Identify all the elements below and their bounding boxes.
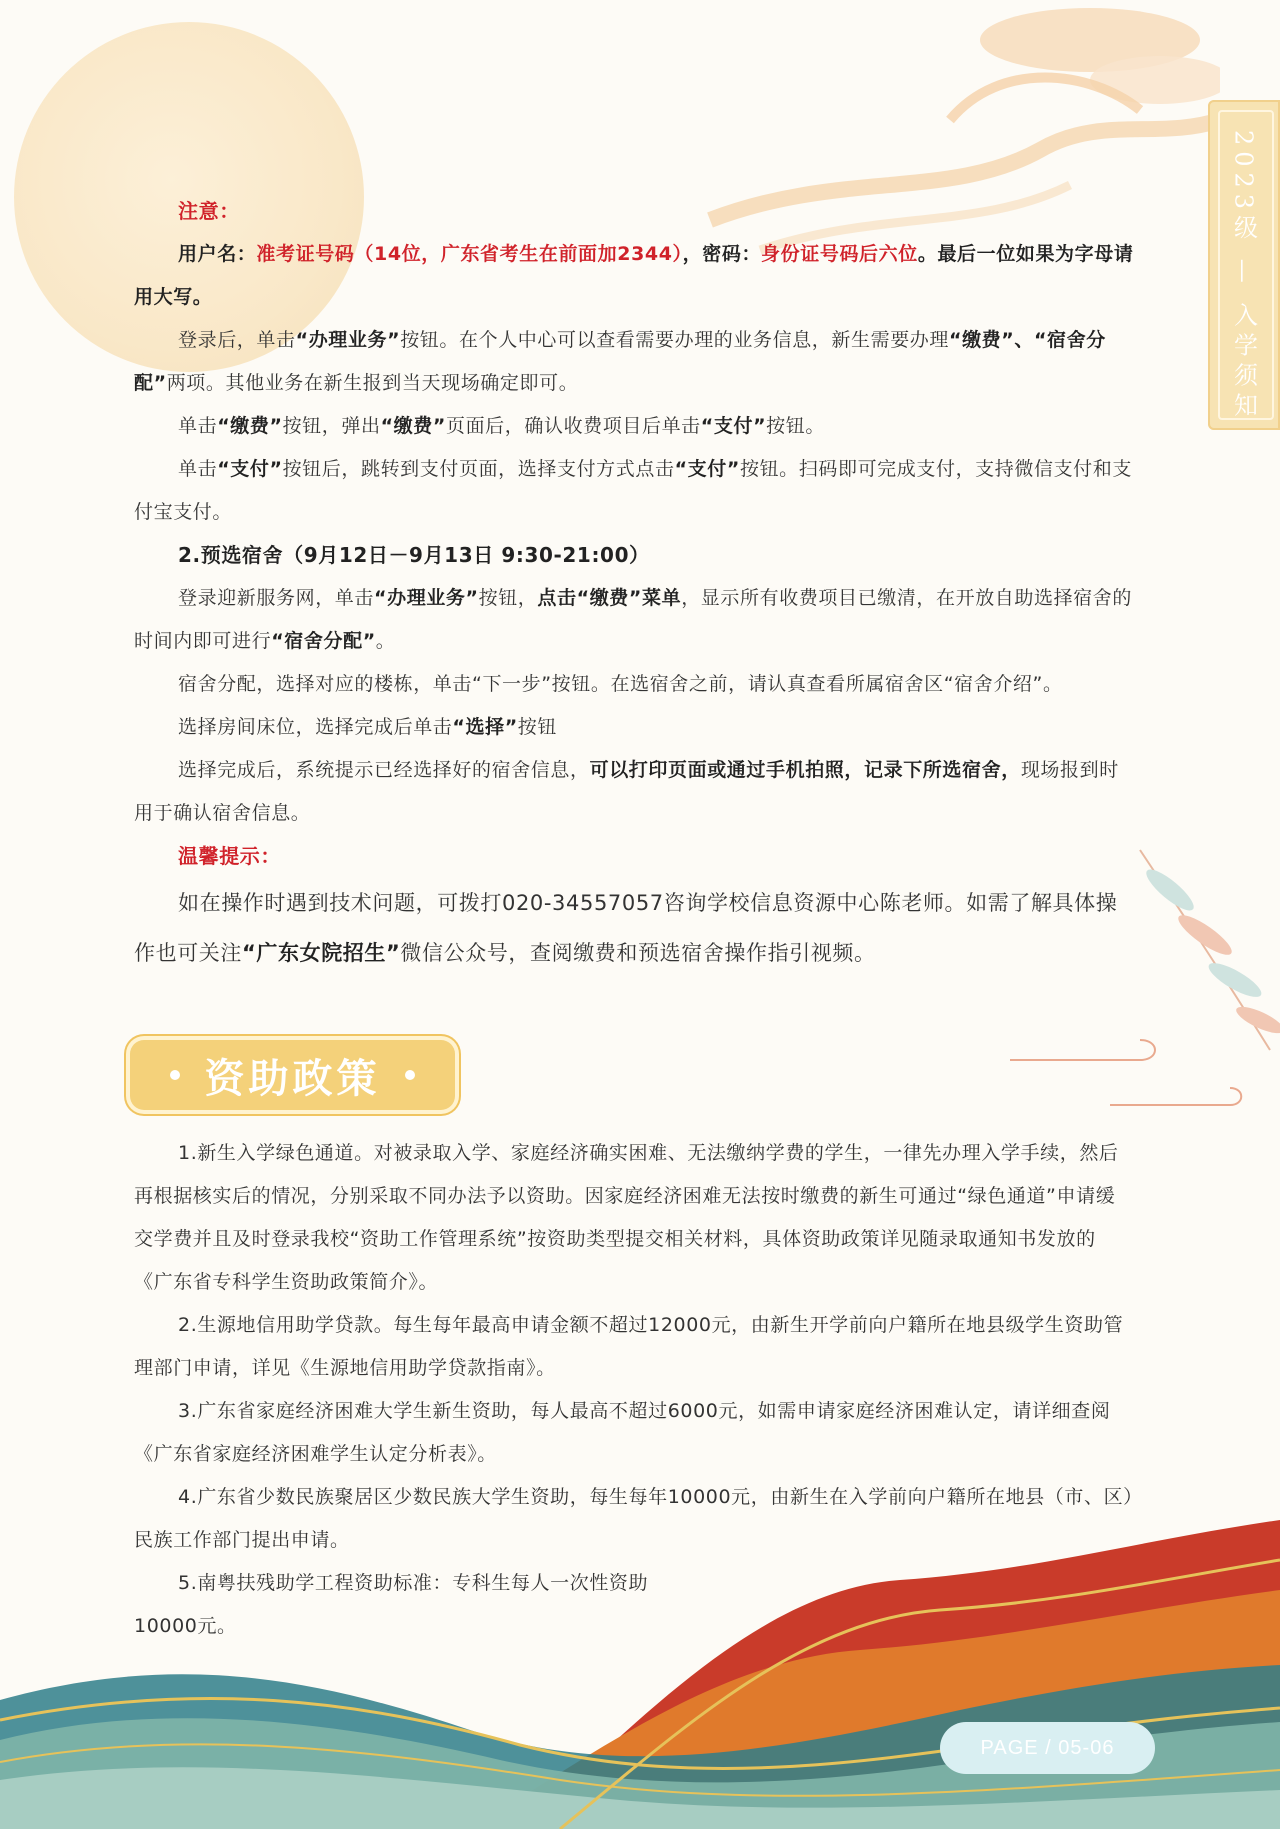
tip-heading: 温馨提示： xyxy=(178,844,281,868)
policy-item: 5.南粤扶残助学工程资助标准：专科生每人一次性资助10000元。 xyxy=(134,1572,649,1637)
notice-paragraph-2: 登录后，单击“办理业务”按钮。在个人中心可以查看需要办理的业务信息，新生需要办理“缴费”、“宿舍分配”两项。其他业务在新生报到当天现场确定即可。 xyxy=(134,329,1106,394)
notice-paragraph-1: 用户名：准考证号码（14位，广东省考生在前面加2344），密码：身份证号码后六位。最后一位如果为字母请用大写。 xyxy=(134,243,1134,308)
notice-paragraph-3: 单击“缴费”按钮，弹出“缴费”页面后，确认收费项目后单击“支付”按钮。 xyxy=(178,415,825,437)
policy-item: 4.广东省少数民族聚居区少数民族大学生资助，每生每年10000元，由新生在入学前向户籍所在地县（市、区）民族工作部门提出申请。 xyxy=(134,1486,1134,1551)
tip-paragraph: 如在操作时遇到技术问题，可拨打020-34557057咨询学校信息资源中心陈老师。如需了解具体操作也可关注“广东女院招生”微信公众号，查阅缴费和预选宿舍操作指引视频。 xyxy=(134,891,1118,965)
main-content xyxy=(134,190,1134,978)
dorm-paragraph-2: 宿舍分配，选择对应的楼栋，单击“下一步”按钮。在选宿舍之前，请认真查看所属宿舍区“宿舍介绍”。 xyxy=(178,673,1063,695)
dorm-heading: 2.预选宿舍（9月12日－9月13日 9:30-21:00） xyxy=(178,543,650,567)
policy-item: 3.广东省家庭经济困难大学生新生资助，每人最高不超过6000元，如需申请家庭经济困难认定，请详细查阅《广东省家庭经济困难学生认定分析表》。 xyxy=(134,1400,1111,1465)
dorm-paragraph-4: 选择完成后，系统提示已经选择好的宿舍信息，可以打印页面或通过手机拍照，记录下所选宿舍，现场报到时用于确认宿舍信息。 xyxy=(134,759,1119,824)
dorm-paragraph-3: 选择房间床位，选择完成后单击“选择”按钮 xyxy=(178,716,557,738)
banner-title: 资助政策 xyxy=(204,1054,381,1102)
policy-item: 1.新生入学绿色通道。对被录取入学、家庭经济确实困难、无法缴纳学费的学生，一律先办理入学手续，然后再根据核实后的情况，分别采取不同办法予以资助。因家庭经济困难无法按时缴费的新生可通过“绿色通道”申请缓交学费并且及时登录我校“资助工作管理系统”按资助类型提交相关材料，具体资助政策详见随录取通知书发放的《广东省专科学生资助政策简介》。 xyxy=(134,1142,1119,1293)
dorm-paragraph-1: 登录迎新服务网，单击“办理业务”按钮，点击“缴费”菜单，显示所有收费项目已缴清，在开放自助选择宿舍的时间内即可进行“宿舍分配”。 xyxy=(134,587,1132,652)
notice-paragraph-4: 单击“支付”按钮后，跳转到支付页面，选择支付方式点击“支付”按钮。扫码即可完成支付，支持微信支付和支付宝支付。 xyxy=(134,458,1132,523)
side-tab xyxy=(1208,100,1280,430)
section-banner xyxy=(130,1040,455,1110)
policy-item: 2.生源地信用助学贷款。每生每年最高申请金额不超过12000元，由新生开学前向户籍所在地县级学生资助管理部门申请，详见《生源地信用助学贷款指南》。 xyxy=(134,1314,1124,1379)
page-number: PAGE / 05-06 xyxy=(940,1722,1155,1774)
notice-heading: 注意： xyxy=(178,199,240,223)
side-tab-text: 2023级 — 入学须知 xyxy=(1229,130,1258,423)
swirl-decoration xyxy=(990,1030,1250,1120)
wave-decoration xyxy=(0,1500,1280,1829)
